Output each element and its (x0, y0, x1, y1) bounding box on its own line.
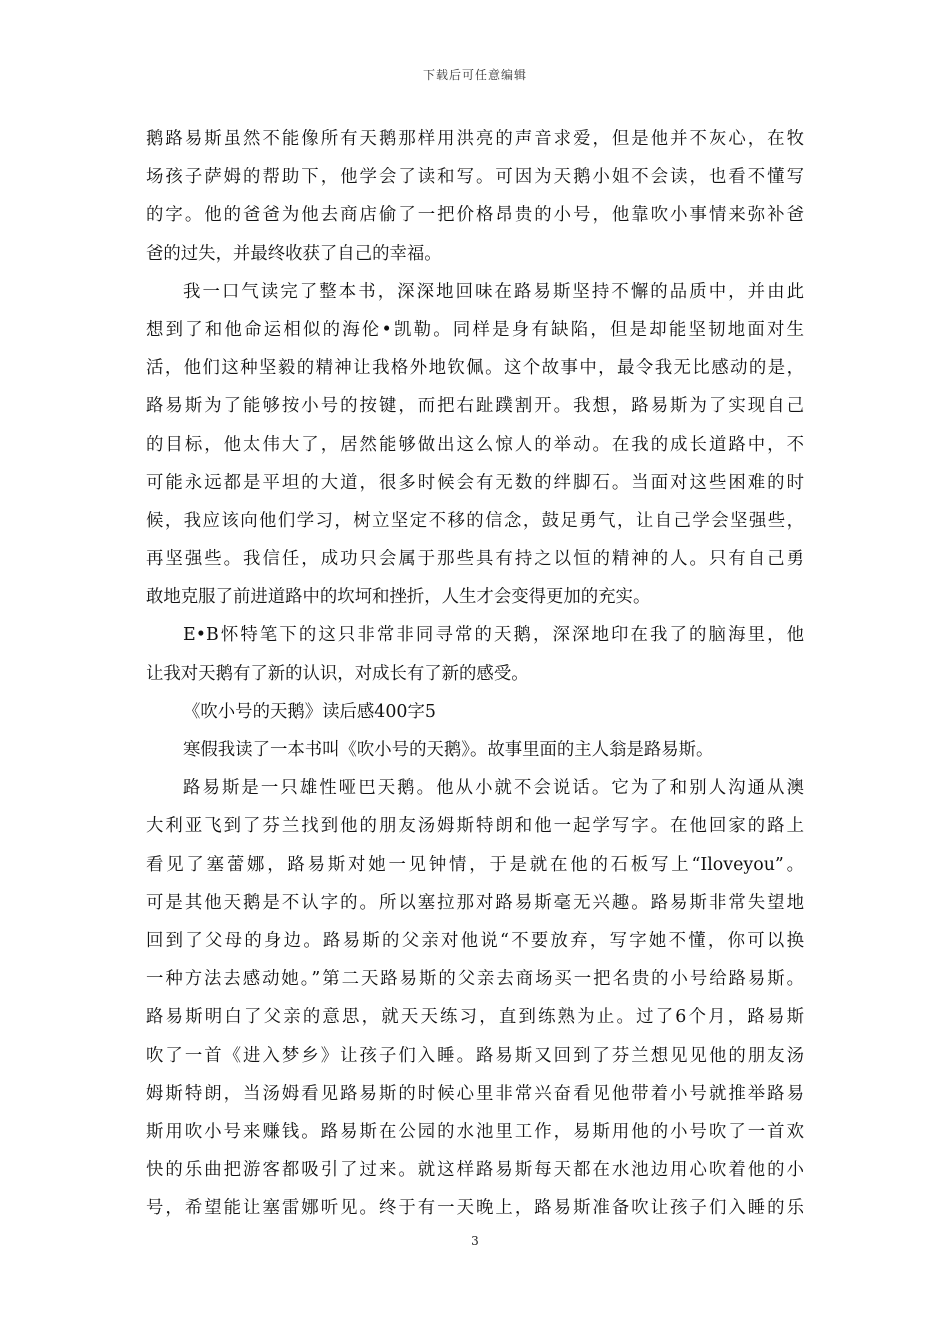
text-line: 场孩子萨姆的帮助下，他学会了读和写。可因为天鹅小姐不会读，也看不懂写 (146, 167, 804, 188)
text-line: 的目标，他太伟大了，居然能够做出这么惊人的举动。在我的成长道路中，不 (146, 434, 804, 455)
text-line: 回到了父母的身边。路易斯的父亲对他说“不要放弃，写字她不懂，你可以换 (146, 930, 804, 951)
text-line: 鹅路易斯虽然不能像所有天鹅那样用洪亮的声音求爱，但是他并不灰心，在牧 (146, 129, 804, 149)
section-title: 《吹小号的天鹅》读后感400字5 (183, 701, 436, 722)
text-line: 活，他们这种坚毅的精神让我格外地钦佩。这个故事中，最令我无比感动的是， (146, 358, 804, 379)
text-line: 路易斯明白了父亲的意思，就天天练习，直到练熟为止。过了6个月，路易斯 (146, 1007, 804, 1028)
text-line: 想到了和他命运相似的海伦•凯勒。同样是身有缺陷，但是却能坚韧地面对生 (146, 319, 804, 340)
document-body (146, 120, 804, 1227)
text-line: 吹了一首《进入梦乡》让孩子们入睡。路易斯又回到了芬兰想见见他的朋友汤 (146, 1045, 804, 1066)
page-number: 3 (471, 1234, 479, 1248)
page-header: 下载后可任意编辑 (422, 68, 527, 82)
text-line: 斯用吹小号来赚钱。路易斯在公园的水池里工作，易斯用他的小号吹了一首欢 (146, 1121, 804, 1142)
text-line: 候，我应该向他们学习，树立坚定不移的信念，鼓足勇气，让自己学会坚强些， (146, 510, 804, 531)
text-line: 让我对天鹅有了新的认识，对成长有了新的感受。 (146, 663, 529, 684)
text-line: 一种方法去感动她。”第二天路易斯的父亲去商场买一把名贵的小号给路易斯。 (146, 969, 804, 990)
text-line: 爸的过失，并最终收获了自己的幸福。 (146, 243, 442, 264)
text-line: 寒假我读了一本书叫《吹小号的天鹅》。故事里面的主人翁是路易斯。 (183, 740, 714, 760)
text-line: 可能永远都是平坦的大道，很多时候会有无数的绊脚石。当面对这些困难的时 (146, 472, 804, 493)
text-line: 大利亚飞到了芬兰找到他的朋友汤姆斯特朗和他一起学写字。在他回家的路上 (146, 816, 804, 837)
text-line: 的字。他的爸爸为他去商店偷了一把价格昂贵的小号，他靠吹小事情来弥补爸 (146, 205, 804, 226)
text-line: 再坚强些。我信任，成功只会属于那些具有持之以恒的精神的人。只有自己勇 (146, 549, 804, 570)
text-line: 快的乐曲把游客都吸引了过来。就这样路易斯每天都在水池边用心吹着他的小 (146, 1160, 804, 1181)
text-line: 路易斯为了能够按小号的按键，而把右趾蹼割开。我想，路易斯为了实现自己 (146, 396, 804, 417)
text-line: 我一口气读完了整本书，深深地回味在路易斯坚持不懈的品质中，并由此 (183, 281, 804, 302)
text-line: 号，希望能让塞雷娜听见。终于有一天晚上，路易斯准备吹让孩子们入睡的乐 (146, 1198, 804, 1219)
text-line: E•B怀特笔下的这只非常非同寻常的天鹅，深深地印在我了的脑海里，他 (183, 625, 804, 646)
text-line: 路易斯是一只雄性哑巴天鹅。他从小就不会说话。它为了和别人沟通从澳 (183, 778, 804, 799)
text-line: 敢地克服了前进道路中的坎坷和挫折，人生才会变得更加的充实。 (146, 587, 651, 608)
text-line: 可是其他天鹅是不认字的。所以塞拉那对路易斯毫无兴趣。路易斯非常失望地 (146, 892, 804, 913)
text-line: 看见了塞蕾娜，路易斯对她一见钟情，于是就在他的石板写上“Iloveyou”。 (146, 854, 804, 875)
text-line: 姆斯特朗，当汤姆看见路易斯的时候心里非常兴奋看见他带着小号就推举路易 (146, 1083, 804, 1104)
